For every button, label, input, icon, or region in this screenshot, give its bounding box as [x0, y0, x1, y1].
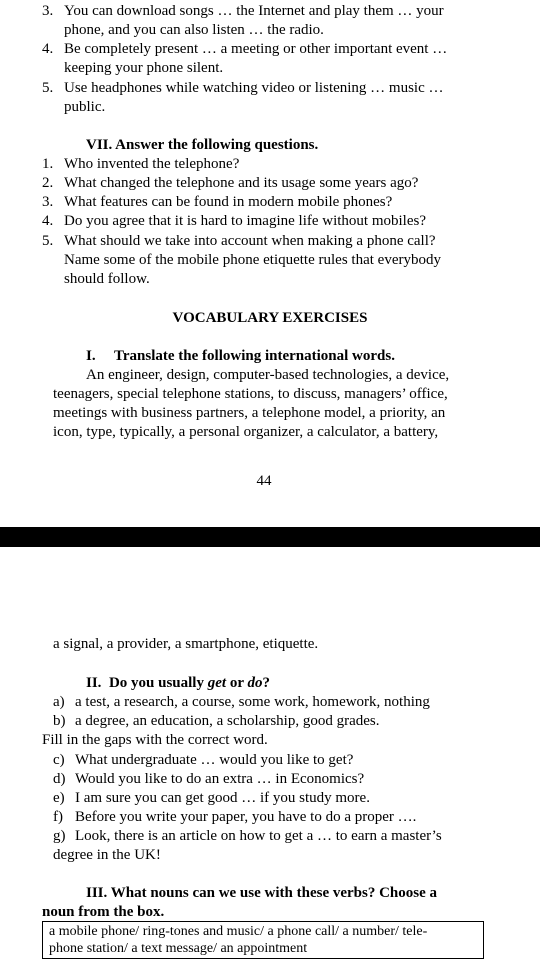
paragraph-line: a signal, a provider, a smartphone, etiquette.: [53, 636, 319, 652]
gap-text: Look, there is an article on how to get a … to earn a master’s: [75, 828, 442, 844]
paragraph-line: teenagers, special telephone stations, to discuss, managers’ office,: [53, 386, 448, 402]
paragraph-line: An engineer, design, computer-based technologies, a device,: [86, 367, 450, 383]
question-number: 2.: [42, 175, 54, 191]
page-number: 44: [256, 473, 272, 489]
list-item-number: 4.: [42, 41, 54, 57]
list-item-text: Be completely present … a meeting or other important event …: [64, 41, 448, 57]
question-text: What changed the telephone and its usage some years ago?: [64, 175, 419, 191]
exercise-heading: [86, 674, 270, 692]
question-number: 4.: [42, 213, 54, 229]
gap-text: I am sure you can get good … if you study more.: [75, 790, 370, 806]
gap-letter: d): [53, 771, 66, 787]
gap-text: degree in the UK!: [53, 847, 161, 863]
paragraph-line: meetings with business partners, a telephone model, a priority, an: [53, 405, 446, 421]
question-text: should follow.: [64, 271, 150, 287]
question-text: Who invented the telephone?: [64, 156, 240, 172]
gap-letter: c): [53, 752, 65, 768]
list-item-number: 5.: [42, 80, 54, 96]
vocabulary-heading: VOCABULARY EXERCISES: [172, 310, 368, 326]
question-text: Name some of the mobile phone etiquette rules that everybody: [64, 252, 441, 268]
question-number: 1.: [42, 156, 54, 172]
list-item-text: phone, and you can also listen … the radio.: [64, 22, 324, 38]
instruction-text: Fill in the gaps with the correct word.: [42, 732, 268, 748]
gap-letter: e): [53, 790, 65, 806]
page-divider: [0, 527, 540, 547]
emphasis-get: get: [207, 675, 227, 691]
question-text: Do you agree that it is hard to imagine life without mobiles?: [64, 213, 426, 229]
list-item-text: Use headphones while watching video or listening … music …: [64, 80, 444, 96]
word-box: [42, 921, 484, 959]
option-letter: b): [53, 713, 66, 729]
word-box-line: phone station/ a text message/ an appointment: [49, 941, 308, 956]
exercise-title: Translate the following international words.: [114, 348, 395, 364]
word-box-line: a mobile phone/ ring-tones and music/ a phone call/ a number/ tele-: [49, 924, 428, 939]
option-letter: a): [53, 694, 65, 710]
exercise-title-mid: or: [226, 675, 248, 691]
exercise-heading: noun from the box.: [42, 904, 165, 920]
paragraph-line: icon, type, typically, a personal organizer, a calculator, a battery,: [53, 424, 439, 440]
list-item-text: You can download songs … the Internet and play them … your: [64, 3, 444, 19]
exercise-number: II.: [86, 675, 102, 691]
section-heading: VII. Answer the following questions.: [86, 137, 319, 153]
exercise-title-suffix: ?: [262, 675, 270, 691]
exercise-heading: III. What nouns can we use with these verbs? Choose a: [86, 885, 438, 901]
question-text: What features can be found in modern mobile phones?: [64, 194, 393, 210]
emphasis-do: do: [247, 675, 263, 691]
question-number: 5.: [42, 233, 54, 249]
list-item-number: 3.: [42, 3, 54, 19]
gap-letter: g): [53, 828, 66, 844]
list-item-text: keeping your phone silent.: [64, 60, 224, 76]
option-text: a degree, an education, a scholarship, good grades.: [75, 713, 380, 729]
question-text: What should we take into account when making a phone call?: [64, 233, 436, 249]
exercise-title-prefix: Do you usually: [108, 675, 208, 691]
gap-letter: f): [53, 809, 63, 825]
question-number: 3.: [42, 194, 54, 210]
gap-text: Before you write your paper, you have to do a proper ….: [75, 809, 417, 825]
gap-text: Would you like to do an extra … in Economics?: [75, 771, 365, 787]
gap-text: What undergraduate … would you like to get?: [75, 752, 354, 768]
exercise-number: I.: [86, 348, 96, 364]
option-text: a test, a research, a course, some work, homework, nothing: [75, 694, 430, 710]
list-item-text: public.: [64, 99, 106, 115]
